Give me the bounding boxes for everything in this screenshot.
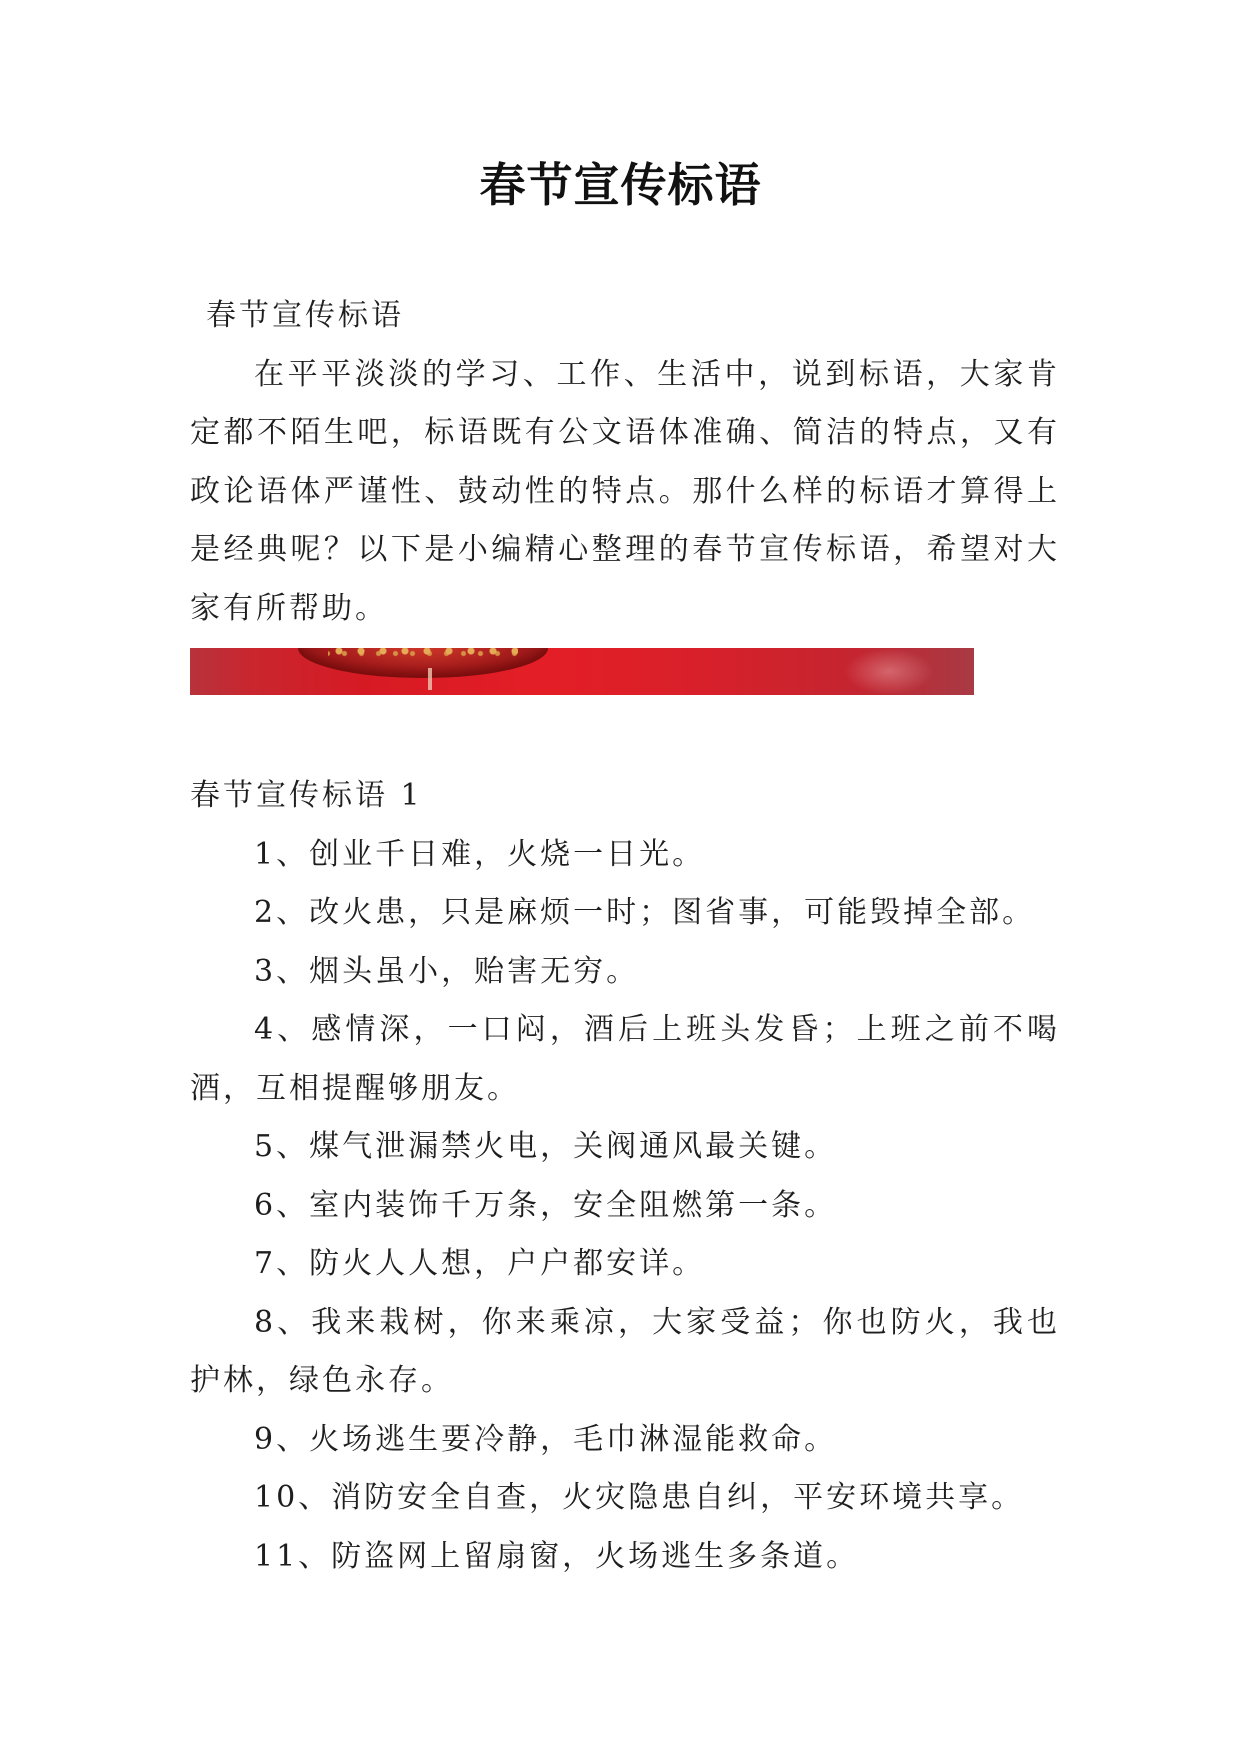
slogan-item-11: 11、防盗网上留扇窗，火场逃生多条道。 <box>254 1538 860 1574</box>
intro-paragraph: 在平平淡淡的学习、工作、生活中，说到标语，大家肯定都不陌生吧，标语既有公文语体准确、简洁的特点，又有政论语体严谨性、鼓动性的特点。那什么样的标语才算得上是经典呢？以下是小编精心整理的春节宣传标语，希望对大家有所帮助。 <box>190 356 1060 626</box>
document-title: 春节宣传标语 <box>479 158 762 212</box>
slogan-item-9: 9、火场逃生要冷静，毛巾淋湿能救命。 <box>254 1421 838 1457</box>
slogan-item-1: 1、创业千日难，火烧一日光。 <box>254 836 706 872</box>
document-subtitle: 春节宣传标语 <box>206 298 404 333</box>
lantern-icon <box>298 648 548 678</box>
slogan-item-10: 10、消防安全自查，火灾隐患自纠，平安环境共享。 <box>254 1480 1025 1515</box>
slogan-item-8: 8、我来栽树，你来乘凉，大家受益；你也防火，我也护林，绿色永存。 <box>190 1304 1060 1398</box>
slogan-item-7: 7、防火人人想，户户都安详。 <box>254 1246 706 1281</box>
slogan-item-6: 6、室内装饰千万条，安全阻燃第一条。 <box>254 1187 838 1223</box>
lantern-tassel <box>428 668 432 690</box>
document-body <box>190 287 1060 1586</box>
banner-glow <box>844 648 934 695</box>
slogan-item-4: 4、感情深，一口闷，酒后上班头发昏；上班之前不喝酒，互相提醒够朋友。 <box>190 1012 1060 1106</box>
slogan-item-2: 2、改火患，只是麻烦一时；图省事，可能毁掉全部。 <box>254 895 1036 930</box>
slogan-item-3: 3、烟头虽小，贻害无穷。 <box>254 953 640 989</box>
slogan-item-5: 5、煤气泄漏禁火电，关阀通风最关键。 <box>254 1129 838 1164</box>
section-heading: 春节宣传标语 1 <box>190 778 423 813</box>
red-lantern-banner-image <box>190 648 974 695</box>
